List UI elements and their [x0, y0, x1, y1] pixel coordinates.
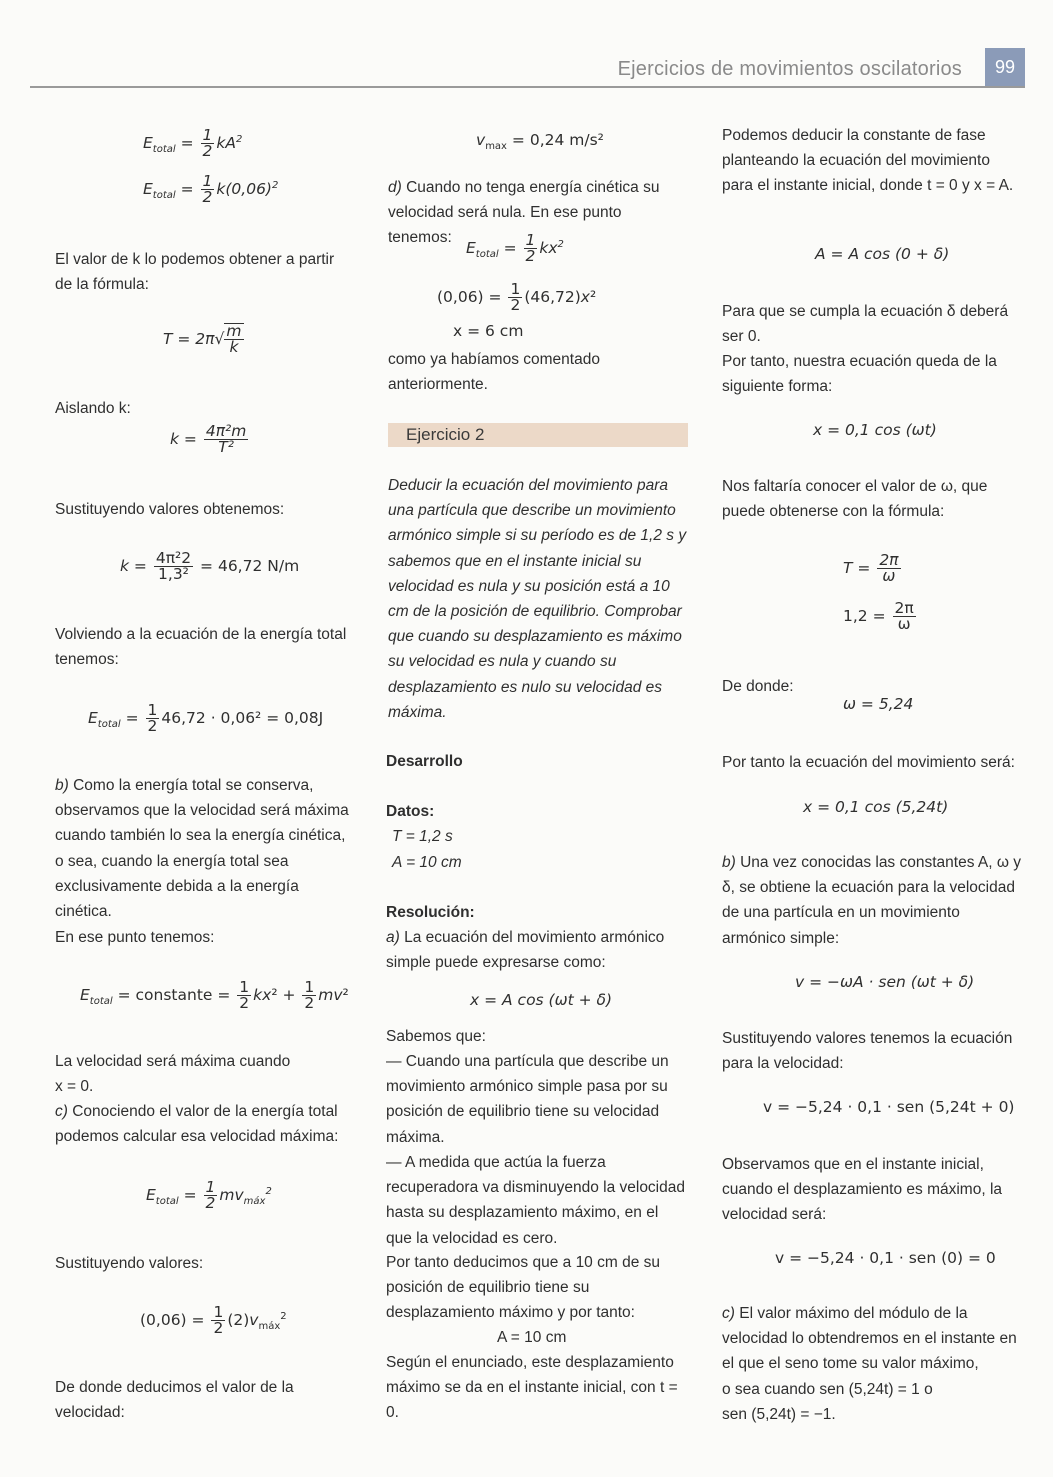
- formula-T-omega: T = $\frac{2\pi}{\omega}$: [843, 551, 899, 585]
- exercise-heading: Ejercicio 2: [406, 425, 485, 444]
- paragraph-b-3: b) Una vez conocidas las constantes A, ω y δ, se obtiene la ecuación para la velocidad de una partícula en un movimiento armónico simple:: [722, 854, 1022, 947]
- page-number: 99: [985, 48, 1025, 86]
- formula-x524: x = 0,1 cos (5,24t): [803, 798, 949, 816]
- formula-energy: $E_{total}$ = $\frac{1}{2}$ 46,72 · 0,06² = 0,08J: [88, 701, 324, 735]
- datum-A: A = 10 cm: [392, 854, 462, 871]
- paragraph-d: d) Cuando no tenga energía cinética su velocidad será nula. En ese punto tenemos:: [388, 179, 660, 247]
- formula-etotal-mv: $E_{total}$ = $\frac{1}{2}$ $mv_{máx}^2$: [146, 1178, 272, 1212]
- point-3: Por tanto deducimos que a 10 cm de su posición de equilibrio tiene su desplazamiento máximo y por tanto:: [386, 1254, 660, 1322]
- text-sen-m1: sen (5,24t) = −1.: [722, 1406, 836, 1423]
- formula-vmax-result: $v_{max} = 0,24$ m/s²: [476, 131, 604, 153]
- text-en-ese-punto: En ese punto tenemos:: [55, 929, 215, 946]
- text-aislando: Aislando k:: [55, 400, 131, 417]
- text-sustituyendo-2: Sustituyendo valores:: [55, 1255, 204, 1272]
- formula-constante: $E_{total}$ = constante = $\frac{1}{2}$ kx² + $\frac{1}{2}$ mv²: [80, 978, 349, 1012]
- formula-v-eq-3: v = −5,24 · 0,1 · sen (0) = 0: [775, 1249, 996, 1267]
- section-desarrollo: Desarrollo: [386, 753, 463, 770]
- text-observamos: Observamos que en el instante inicial, cuando el desplazamiento es máximo, la velocidad será:: [722, 1156, 1003, 1224]
- header-title: Ejercicios de movimientos oscilatorios: [617, 58, 962, 80]
- formula-etotal-2: $E_{total}$ = $\frac{1}{2}$ $k(0,06)^2$: [143, 172, 279, 206]
- text-valor-k: El valor de k lo podemos obtener a partir de la fórmula:: [55, 251, 335, 294]
- formula-etotal-kx: $E_{total}$ = $\frac{1}{2}$ $kx^2$: [466, 231, 564, 265]
- formula-period: T = 2π√ $\frac{m}{k}$: [163, 322, 242, 356]
- text-sustituyendo-1: Sustituyendo valores obtenemos:: [55, 501, 285, 518]
- formula-omega: ω = 5,24: [843, 695, 914, 713]
- text-de-donde: De donde deducimos el valor de la velocidad:: [55, 1379, 294, 1422]
- paragraph-b: b) Como la energía total se conserva, observamos que la velocidad será máxima cuando también lo sea la energía cinética, o sea, cuando la energía total sea exclusivamente debida a la energía cinética.: [55, 777, 349, 921]
- text-podemos: Podemos deducir la constante de fase planteando la ecuación del movimiento para el instante inicial, donde t = 0 y x = A.: [722, 127, 1014, 195]
- text-nos-faltaria: Nos faltaría conocer el valor de ω, que puede obtenerse con la fórmula:: [722, 478, 988, 521]
- text-vel-max: La velocidad será máxima cuando: [55, 1053, 291, 1070]
- formula-k-value: k = $\frac{\text{4π²2}}{\text{1,3²}}$ = 46,72 N/m: [120, 549, 300, 583]
- text-volviendo: Volviendo a la ecuación de la energía total tenemos:: [55, 626, 347, 669]
- header-rule: [30, 86, 1025, 88]
- formula-x-cos: x = A cos (ωt + δ): [470, 991, 613, 1009]
- formula-a-cos: A = A cos (0 + δ): [815, 245, 950, 263]
- text-sabemos: Sabemos que:: [386, 1028, 486, 1045]
- text-por-tanto: Por tanto, nuestra ecuación queda de la siguiente forma:: [722, 353, 997, 396]
- label-datos: Datos:: [386, 803, 435, 820]
- text-por-tanto-2: Por tanto la ecuación del movimiento será:: [722, 754, 1015, 771]
- formula-vmax: (0,06) = $\frac{1}{2}$ $(2)v_{máx}^2$: [140, 1303, 287, 1337]
- formula-12-omega: 1,2 = $\frac{2\pi}{\omega}$: [843, 599, 914, 633]
- exercise-heading-box: [388, 423, 688, 447]
- datum-T: T = 1,2 s: [392, 828, 453, 845]
- formula-x6: x = 6 cm: [453, 322, 524, 340]
- exercise-statement: Deducir la ecuación del movimiento para una partícula que describe un movimiento armónico simple si su período es de 1,2 s y sabemos que en el instante inicial su velocidad es nula y su posición está a 10 cm de la posición de equilibrio. Comprobar que cuando su desplazamiento es máximo su velocidad es nula y cuando su desplazamiento es nulo su velocidad es máxima.: [388, 477, 687, 721]
- text-o-sea: o sea cuando sen (5,24t) = 1 o: [722, 1381, 933, 1398]
- point-2: — A medida que actúa la fuerza recuperadora va disminuyendo la velocidad hasta su desplazamiento máximo, en el que la velocidad es cero.: [386, 1154, 685, 1247]
- formula-k: k = $\frac{\text{4π²m}}{\text{T²}}$: [170, 422, 247, 456]
- formula-v-eq: v = −ωA · sen (ωt + δ): [795, 973, 975, 991]
- paragraph-c: c) Conociendo el valor de la energía total podemos calcular esa velocidad máxima:: [55, 1103, 339, 1146]
- formula-x01: x = 0,1 cos (ωt): [813, 421, 937, 439]
- text-x-cero: x = 0.: [55, 1078, 94, 1095]
- text-de-donde-3: De donde:: [722, 678, 794, 695]
- point-4: Según el enunciado, este desplazamiento máximo se da en el instante inicial, con t = 0.: [386, 1354, 678, 1422]
- point-1: — Cuando una partícula que describe un movimiento armónico simple pasa por su posición de equilibrio tiene su velocidad máxima.: [386, 1053, 669, 1146]
- text-como-ya: como ya habíamos comentado anteriormente.: [388, 351, 600, 394]
- text-para-que: Para que se cumpla la ecuación δ deberá ser 0.: [722, 303, 1009, 346]
- formula-kx-value: (0,06) = $\frac{1}{2}$ (46,72)x²: [437, 280, 597, 314]
- text-sustituyendo-3: Sustituyendo valores tenemos la ecuación para la velocidad:: [722, 1030, 1013, 1073]
- formula-etotal-1: $E_{total}$ = $\frac{1}{2}$ $kA^2$: [143, 126, 243, 160]
- label-resolucion: Resolución:: [386, 904, 475, 921]
- paragraph-a: a) La ecuación del movimiento armónico simple puede expresarse como:: [386, 929, 665, 972]
- paragraph-c-3: c) El valor máximo del módulo de la velocidad lo obtendremos en el instante en el que el seno tome su valor máximo,: [722, 1305, 1017, 1373]
- text-a10: A = 10 cm: [497, 1329, 567, 1346]
- formula-v-eq-2: v = −5,24 · 0,1 · sen (5,24t + 0): [763, 1098, 1015, 1116]
